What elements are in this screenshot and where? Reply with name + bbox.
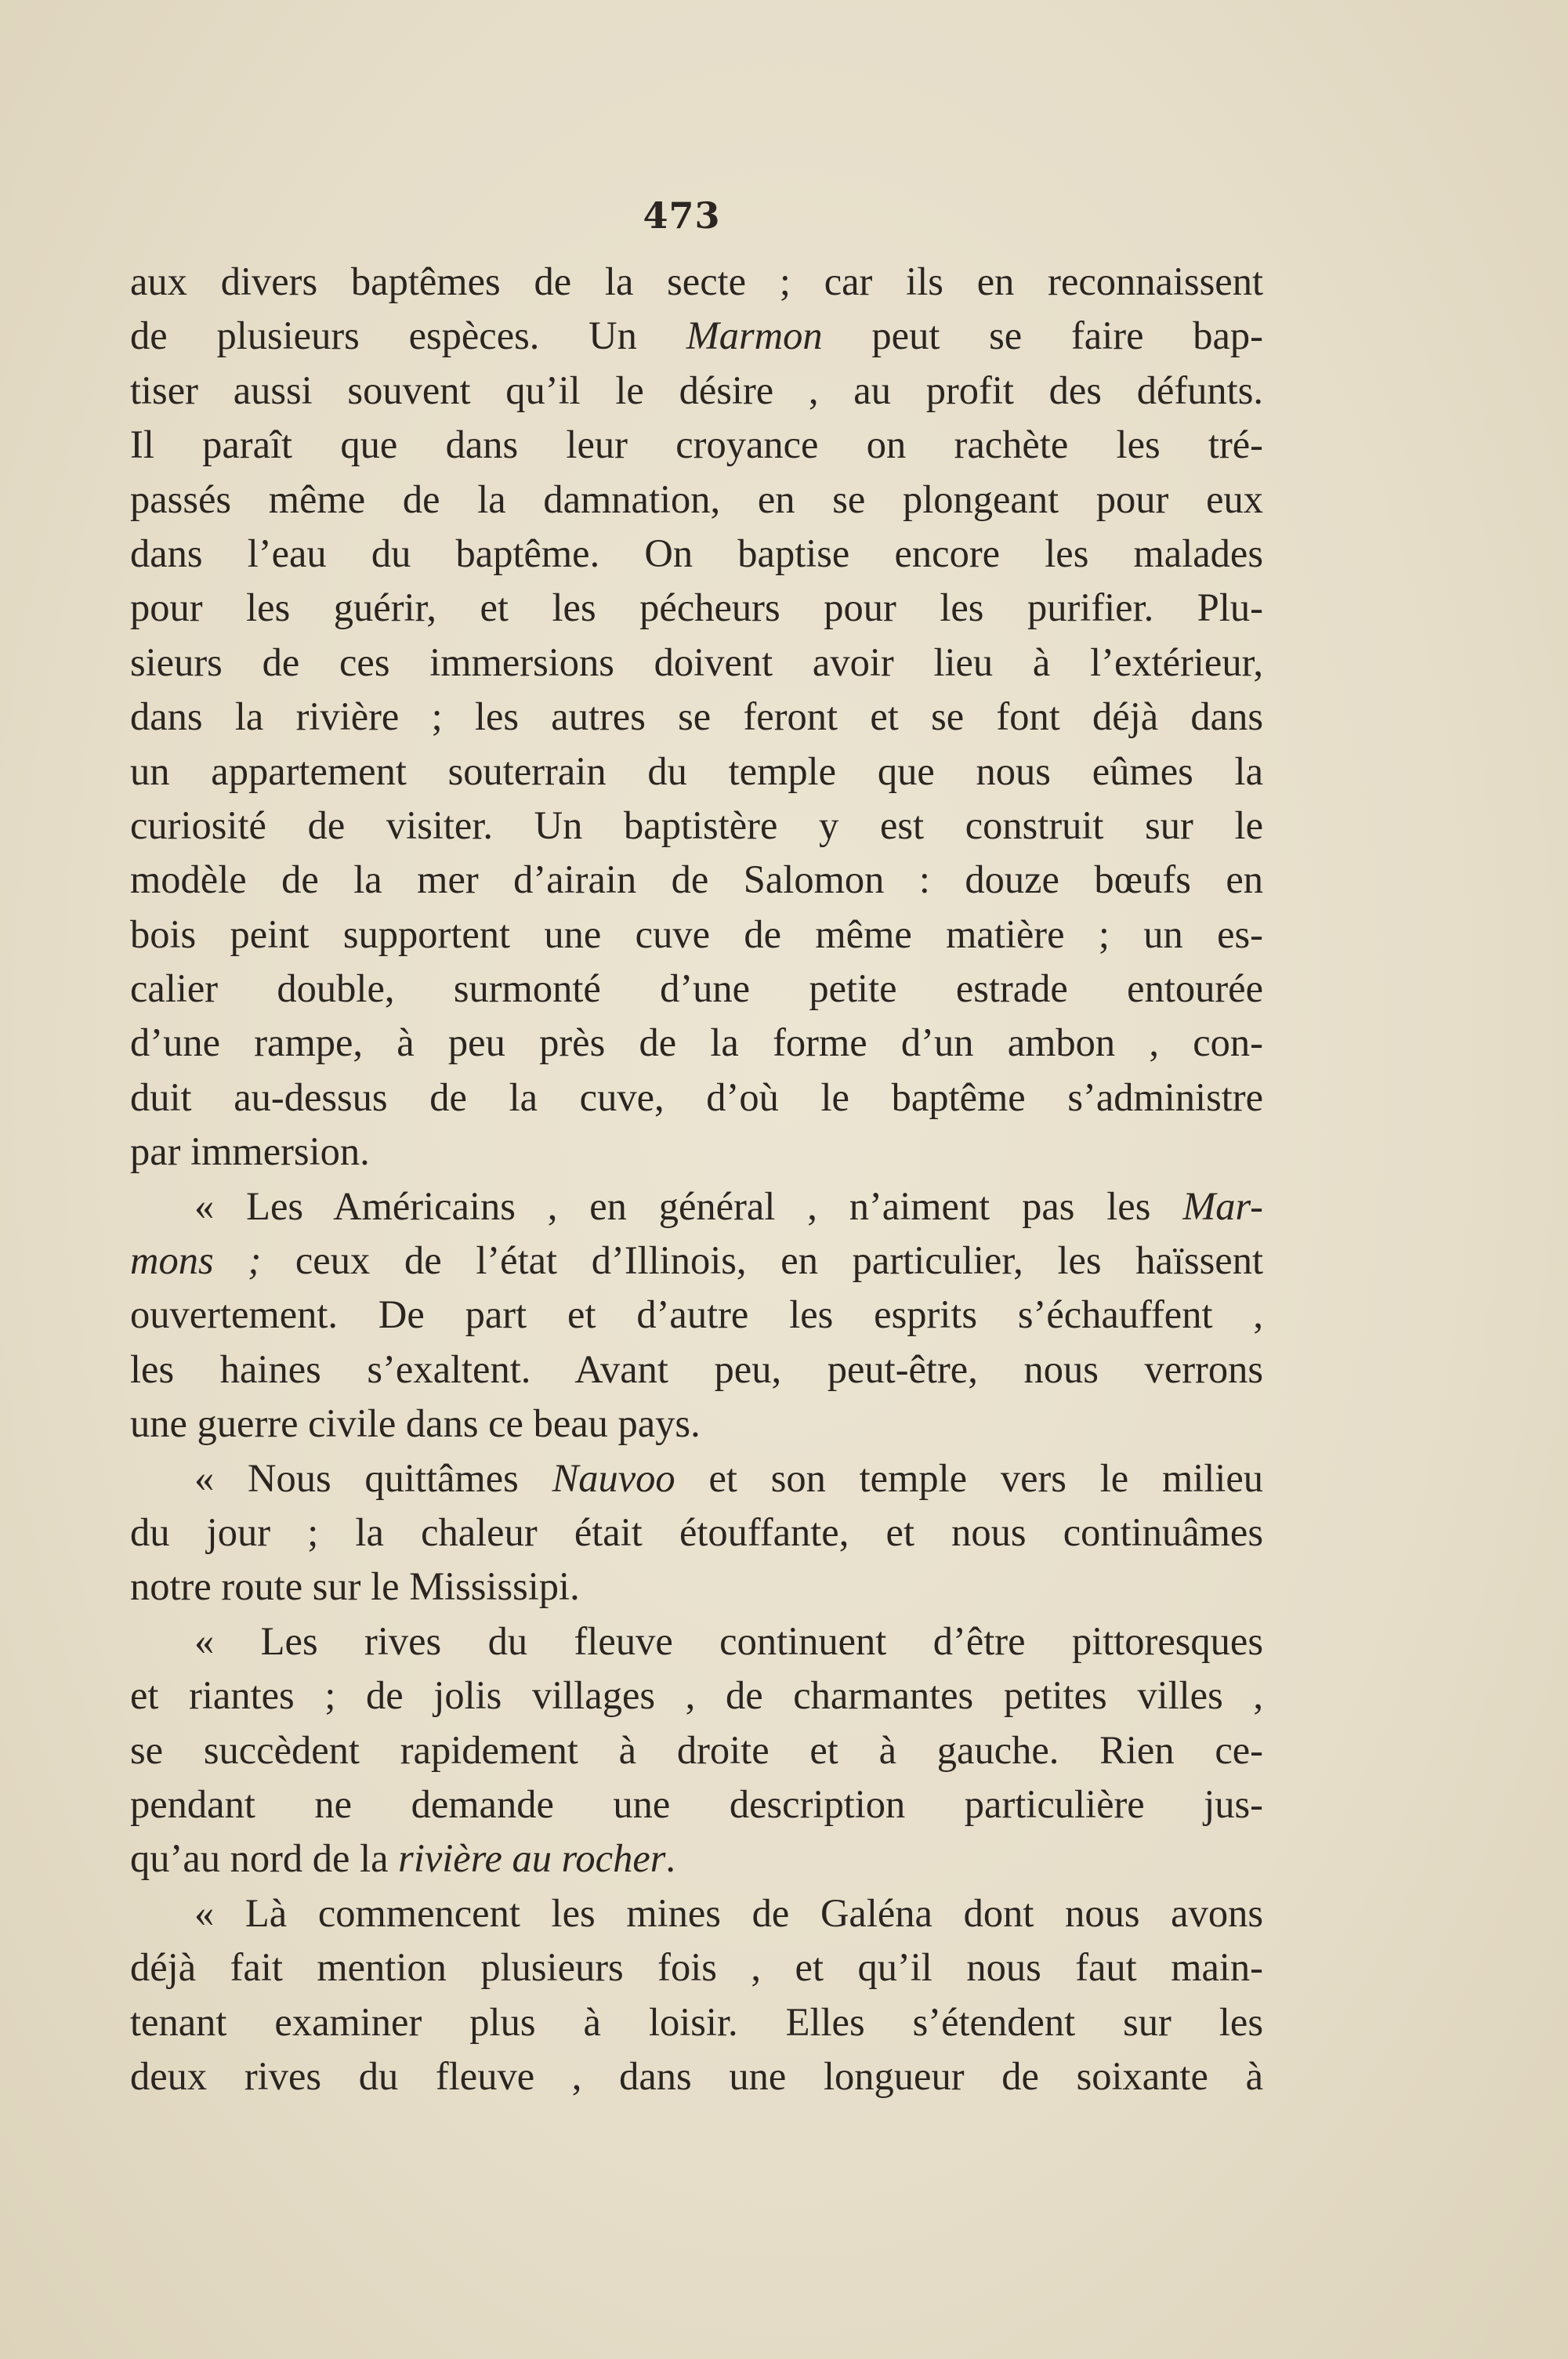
- line-text: pendant ne demande une description particulière jus-: [130, 1781, 1263, 1826]
- line-text: les haines s’exaltent. Avant peu, peut-être, nous verrons: [130, 1346, 1263, 1391]
- text-line: [130, 1614, 1263, 1669]
- text-line: [130, 1234, 1263, 1288]
- text-line: [130, 1016, 1263, 1070]
- text-line: [130, 1288, 1263, 1342]
- line-text: d’une rampe, à peu près de la forme d’un ambon , con-: [130, 1020, 1263, 1065]
- text-line: [130, 581, 1263, 635]
- line-text: par immersion.: [130, 1129, 370, 1174]
- text-line: [130, 908, 1263, 962]
- line-text: qu’au nord de la: [130, 1836, 399, 1881]
- text-line: [130, 1180, 1263, 1234]
- text-line: [130, 1560, 1263, 1614]
- line-text: se succèdent rapidement à droite et à gauche. Rien ce-: [130, 1727, 1263, 1772]
- line-text: dans l’eau du baptême. On baptise encore les malades: [130, 531, 1263, 575]
- line-text-after: .: [665, 1836, 676, 1881]
- line-text: ouvertement. De part et d’autre les esprits s’échauffent ,: [130, 1292, 1263, 1337]
- line-text: du jour ; la chaleur était étouffante, et nous continuâmes: [130, 1509, 1263, 1554]
- line-text: un appartement souterrain du temple que nous eûmes la: [130, 748, 1263, 793]
- line-text: pour les guérir, et les pécheurs pour les purifier. Plu-: [130, 585, 1263, 630]
- line-italic-text: rivière au rocher: [398, 1836, 666, 1881]
- line-text: modèle de la mer d’airain de Salomon : douze bœufs en: [130, 857, 1263, 902]
- text-line: [130, 1940, 1263, 1995]
- text-line: [130, 1125, 1263, 1179]
- line-text-after: et son temple vers le milieu: [675, 1455, 1263, 1500]
- text-line: [130, 255, 1263, 309]
- line-text: curiosité de visiter. Un baptistère y est construit sur le: [130, 803, 1263, 847]
- text-line: [130, 1343, 1263, 1397]
- line-italic-text: mons ;: [130, 1238, 262, 1283]
- text-line: [130, 799, 1263, 853]
- text-line: [130, 364, 1263, 418]
- text-line: [130, 1397, 1263, 1451]
- line-text: dans la rivière ; les autres se feront et se font déjà dans: [130, 694, 1263, 739]
- line-text: de plusieurs espèces. Un: [130, 313, 686, 358]
- line-text: bois peint supportent une cuve de même matière ; un es-: [130, 911, 1263, 956]
- body-text: [130, 255, 1263, 2104]
- line-text: déjà fait mention plusieurs fois , et qu’il nous faut main-: [130, 1945, 1263, 1990]
- line-text: passés même de la damnation, en se plongeant pour eux: [130, 477, 1263, 521]
- line-text: tenant examiner plus à loisir. Elles s’étendent sur les: [130, 1999, 1263, 2044]
- text-line: [130, 1451, 1263, 1506]
- line-italic-text: Marmon: [686, 313, 823, 358]
- text-line: [130, 527, 1263, 581]
- line-text: « Les rives du fleuve continuent d’être pittoresques: [194, 1618, 1263, 1663]
- text-line: [130, 636, 1263, 690]
- page-number: 473: [643, 194, 721, 237]
- text-line: [130, 418, 1263, 472]
- text-line: [130, 1071, 1263, 1125]
- text-line: [130, 690, 1263, 744]
- line-text: « Les Américains , en général , n’aiment pas les: [194, 1183, 1183, 1228]
- line-text: notre route sur le Mississipi.: [130, 1564, 580, 1609]
- text-line: [130, 1669, 1263, 1723]
- line-text: tiser aussi souvent qu’il le désire , au profit des défunts.: [130, 368, 1263, 412]
- line-text: calier double, surmonté d’une petite estrade entourée: [130, 966, 1263, 1011]
- line-italic-text: Nauvoo: [552, 1455, 675, 1500]
- line-text: Il paraît que dans leur croyance on rachète les tré-: [130, 422, 1263, 467]
- line-text: sieurs de ces immersions doivent avoir lieu à l’extérieur,: [130, 640, 1263, 684]
- text-line: [130, 853, 1263, 907]
- line-text: « Nous quittâmes: [194, 1455, 552, 1500]
- text-line: [130, 1777, 1263, 1832]
- line-text: et riantes ; de jolis villages , de charmantes petites villes ,: [130, 1673, 1263, 1718]
- line-text: duit au-dessus de la cuve, d’où le baptême s’administre: [130, 1074, 1263, 1119]
- text-line: [130, 1832, 1263, 1886]
- text-line: [130, 2049, 1263, 2104]
- text-line: [130, 1886, 1263, 1940]
- line-text: aux divers baptêmes de la secte ; car ils en reconnaissent: [130, 259, 1263, 303]
- text-line: [130, 1723, 1263, 1777]
- line-italic-text: Mar-: [1182, 1183, 1263, 1228]
- text-line: [130, 962, 1263, 1016]
- text-line: [130, 1995, 1263, 2049]
- text-line: [130, 745, 1263, 799]
- line-text: deux rives du fleuve , dans une longueur de soixante à: [130, 2053, 1263, 2098]
- line-text: une guerre civile dans ce beau pays.: [130, 1401, 701, 1446]
- line-text-after: peut se faire bap-: [822, 313, 1263, 358]
- text-line: [130, 473, 1263, 527]
- text-line: [130, 1506, 1263, 1560]
- text-line: [130, 309, 1263, 363]
- line-text: « Là commencent les mines de Galéna dont nous avons: [194, 1890, 1263, 1935]
- line-text-after: ceux de l’état d’Illinois, en particulier, les haïssent: [261, 1238, 1263, 1283]
